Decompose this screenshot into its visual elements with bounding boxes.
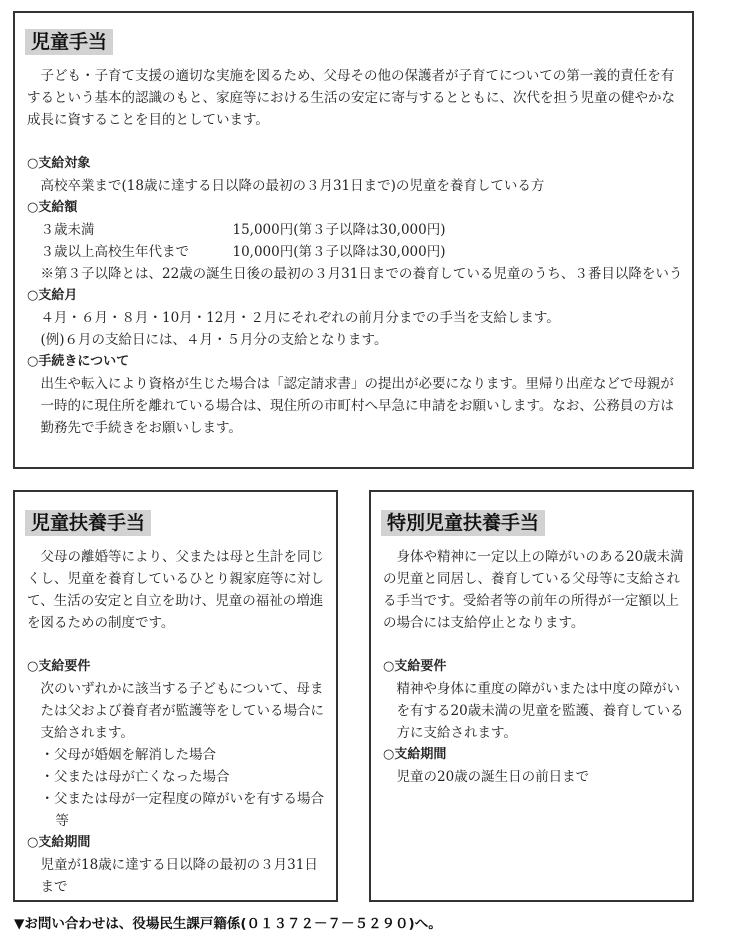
section-title: 児童扶養手当 <box>25 510 151 536</box>
procedure-text: 出生や転入により資格が生じた場合は「認定請求書」の提出が必要になります。里帰り出産などで母親が一時的に現住所を離れている場合は、現住所の市町村へ早急に申請をお願いします。なお、公務員の方は勤務先で手続きをお願いします。 <box>40 376 674 436</box>
target-text: 高校卒業まで(18歳に達する日以降の最初の３月31日まで)の児童を養育している方 <box>40 178 545 194</box>
period-text: 児童が18歳に達する日以降の最初の３月31日まで <box>40 857 318 895</box>
requirement-text: 次のいずれかに該当する子どもについて、母または父および養育者が監護等をしている場合に支給されます。 <box>40 681 324 741</box>
contact-footer: ▼お問い合わせは、役場民生課戸籍係(０１３７２－７－５２９０)へ。 <box>14 916 442 932</box>
amount-label: ３歳未満 <box>40 222 95 238</box>
child-allowance-section <box>13 11 694 469</box>
requirement-heading: ○支給要件 <box>383 659 447 674</box>
intro-paragraph: 子ども・子育て支援の適切な実施を図るため、父母その他の保護者が子育てについての第一義的責任を有するという基本的認識のもと、家庭等における生活の安定に寄与するとともに、次代を担う児童の健やかな成長に資することを目的としています。 <box>27 68 675 128</box>
section-body <box>27 546 331 898</box>
month-example: (例)６月の支給日には、４月・５月分の支給となります。 <box>40 332 388 348</box>
intro-paragraph: 父母の離婚等により、父または母と生計を同じくし、児童を養育しているひとり親家庭等に対して、生活の安定と自立を助け、児童の福祉の増進を図るための制度です。 <box>27 549 324 631</box>
list-item: ・父または母が亡くなった場合 <box>40 769 230 785</box>
section-body <box>383 546 689 788</box>
amount-note: ※第３子以降とは、22歳の誕生日後の最初の３月31日までの養育している児童のうち、３番目以降をいう <box>40 266 683 282</box>
intro-paragraph: 身体や精神に一定以上の障がいのある20歳未満の児童と同居し、養育している父母等に支給される手当です。受給者等の前年の所得が一定額以上の場合には支給停止となります。 <box>383 549 684 631</box>
list-item: ・父母が婚姻を解消した場合 <box>40 747 216 763</box>
section-title: 児童手当 <box>25 29 113 55</box>
procedure-heading: ○手続きについて <box>27 354 130 369</box>
target-heading: ○支給対象 <box>27 156 91 171</box>
section-title: 特別児童扶養手当 <box>381 510 545 536</box>
period-heading: ○支給期間 <box>27 835 91 850</box>
amount-row <box>27 241 687 263</box>
requirement-heading: ○支給要件 <box>27 659 91 674</box>
amount-label: ３歳以上高校生年代まで <box>40 244 189 260</box>
period-heading: ○支給期間 <box>383 747 447 762</box>
child-rearing-allowance-section <box>13 490 338 902</box>
amount-value: 10,000円(第３子以降は30,000円) <box>232 244 446 260</box>
period-text: 児童の20歳の誕生日の前日まで <box>396 769 590 785</box>
month-text: ４月・６月・８月・10月・12月・２月にそれぞれの前月分までの手当を支給します。 <box>40 310 560 326</box>
amount-heading: ○支給額 <box>27 200 78 215</box>
requirement-text: 精神や身体に重度の障がいまたは中度の障がいを有する20歳未満の児童を監護、養育している方に支給されます。 <box>396 681 684 741</box>
amount-value: 15,000円(第３子以降は30,000円) <box>232 222 446 238</box>
list-item: ・父または母が一定程度の障がいを有する場合等 <box>40 791 324 829</box>
amount-row <box>27 219 687 241</box>
month-heading: ○支給月 <box>27 288 78 303</box>
section-body <box>27 65 687 439</box>
special-child-allowance-section <box>369 490 694 902</box>
